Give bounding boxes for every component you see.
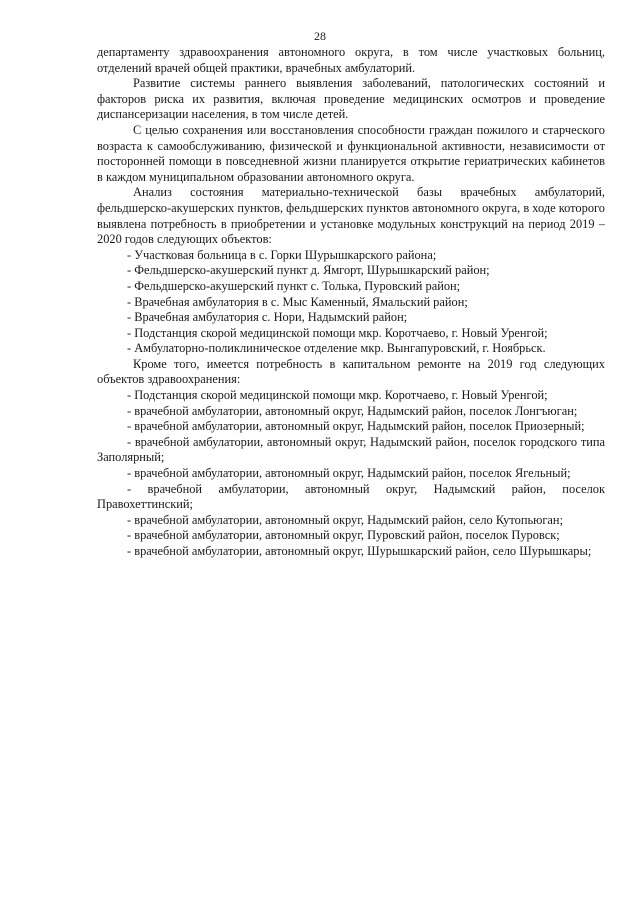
paragraph-continuation: департаменту здравоохранения автономного округа, в том числе участковых больниц, отделений врачей общей практики, врачебных амбулаторий. xyxy=(97,45,605,75)
list-item: - врачебной амбулатории, автономный округ, Шурышкарский район, село Шурышкары; xyxy=(127,544,592,558)
list-item: - врачебной амбулатории, автономный округ, Надымский район, поселок Правохеттинский; xyxy=(97,481,605,512)
list-item: - Фельдшерско-акушерский пункт д. Ямгорт, Шурышкарский район; xyxy=(127,263,490,278)
list-item: - Участковая больница в с. Горки Шурышкарского района; xyxy=(127,247,437,262)
list-item: - врачебной амбулатории, автономный округ, Надымский район, село Кутопьюган; xyxy=(127,512,564,527)
list-item: - Фельдшерско-акушерский пункт с. Толька, Пуровский район; xyxy=(127,278,461,293)
list-item: - врачебной амбулатории, автономный округ, Надымский район, поселок городского типа Заполярный; xyxy=(97,434,605,465)
page-number: 28 xyxy=(314,29,326,43)
paragraph-geriatric-offices: С целью сохранения или восстановления способности граждан пожилого и старческого возраста к самообслуживанию, физической и функциональной активности, независимости от посторонней помощи в повседневной жизни планируется открытие гериатрических кабинетов в каждом муниципальном образовании автономного округа. xyxy=(97,122,605,184)
paragraph-facility-analysis: Анализ состояния материально-технической базы врачебных амбулаторий, фельдшерско-акушерских пунктов, фельдшерских пунктов автономного округа, в ходе которого выявлена потребность в приобретении и установке модульных конструкций на период 2019 – 2020 годов следующих объектов: xyxy=(97,185,605,247)
list-item: - врачебной амбулатории, автономный округ, Пуровский район, поселок Пуровск; xyxy=(127,528,560,543)
paragraph-capital-repair: Кроме того, имеется потребность в капитальном ремонте на 2019 год следующих объектов здравоохранения: xyxy=(97,356,605,387)
list-item: - врачебной амбулатории, автономный округ, Надымский район, поселок Ягельный; xyxy=(127,466,571,481)
document-body xyxy=(97,45,605,560)
list-item: - врачебной амбулатории, автономный округ, Надымский район, поселок Приозерный; xyxy=(127,419,585,434)
list-item: - Подстанция скорой медицинской помощи мкр. Коротчаево, г. Новый Уренгой; xyxy=(127,325,548,340)
list-item: - Врачебная амбулатория с. Нори, Надымский район; xyxy=(127,310,408,325)
paragraph-early-detection: Развитие системы раннего выявления заболеваний, патологических состояний и факторов риска их развития, включая проведение медицинских осмотров и проведение диспансеризации населения, в том числе детей. xyxy=(97,76,605,122)
list-item: - Врачебная амбулатория в с. Мыс Каменный, Ямальский район; xyxy=(127,294,468,309)
list-item: - врачебной амбулатории, автономный округ, Надымский район, поселок Лонгъюган; xyxy=(127,403,578,418)
list-item: - Амбулаторно-поликлиническое отделение мкр. Вынгапуровский, г. Ноябрьск. xyxy=(127,341,546,356)
list-item: - Подстанция скорой медицинской помощи мкр. Коротчаево, г. Новый Уренгой; xyxy=(127,388,548,403)
